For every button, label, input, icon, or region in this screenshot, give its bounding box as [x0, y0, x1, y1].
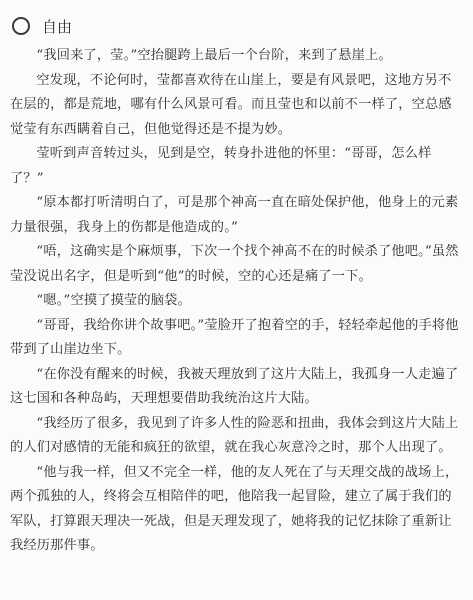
document-header [10, 14, 463, 38]
paragraph: “他与我一样，但又不完全一样，他的友人死在了与天理交战的战场上，两个孤独的人，终将会互相陪伴的吧，他陪我一起冒险，建立了属于我们的军队，打算跟天理决一死战，但是天理发现了，她将我的记忆抹除了重新让我经历那件事。 [10, 464, 459, 553]
paragraph: “唔，这确实是个麻烦事，下次一个找个神高不在的时候杀了他吧。”虽然莹没说出名字，但是听到“他”的时候，空的心还是痛了一下。 [10, 244, 459, 284]
circle-icon[interactable] [12, 17, 30, 35]
paragraph: 莹听到声音转过头，见到是空，转身扑进他的怀里：“哥哥，怎么样了？” [10, 146, 432, 186]
paragraph: “哥哥，我给你讲个故事吧。”莹脸开了抱着空的手，轻轻牵起他的手将他带到了山崖边坐下。 [10, 317, 459, 357]
document-body [10, 44, 463, 559]
paragraph: “原本都打听清明白了，可是那个神高一直在暗处保护他，他身上的元素力量很强，我身上的伤都是他造成的。” [10, 195, 459, 235]
paragraph: “嗯。”空摸了摸莹的脑袋。 [36, 293, 191, 308]
paragraph: “我回来了，莹。”空抬腿跨上最后一个台阶，来到了悬崖上。 [36, 48, 392, 63]
paragraph: “在你没有醒来的时候，我被天理放到了这片大陆上，我孤身一人走遍了这七国和各种岛屿，天理想要借助我统治这片大陆。 [10, 366, 459, 406]
paragraph: 空发现，不论何时，莹都喜欢待在山崖上，要是有风景吧，这地方另不在层的，都是荒地，哪有什么风景可看。而且莹也和以前不一样了，空总感觉莹有东西瞒着自己，但他觉得还是不提为妙。 [10, 72, 452, 137]
paragraph: “我经历了很多，我见到了许多人性的险恶和扭曲，我体会到这片大陆上的人们对感情的无能和疯狂的欲望，就在我心灰意冷之时，那个人出现了。 [10, 415, 459, 455]
document-title: 自由 [42, 17, 73, 36]
